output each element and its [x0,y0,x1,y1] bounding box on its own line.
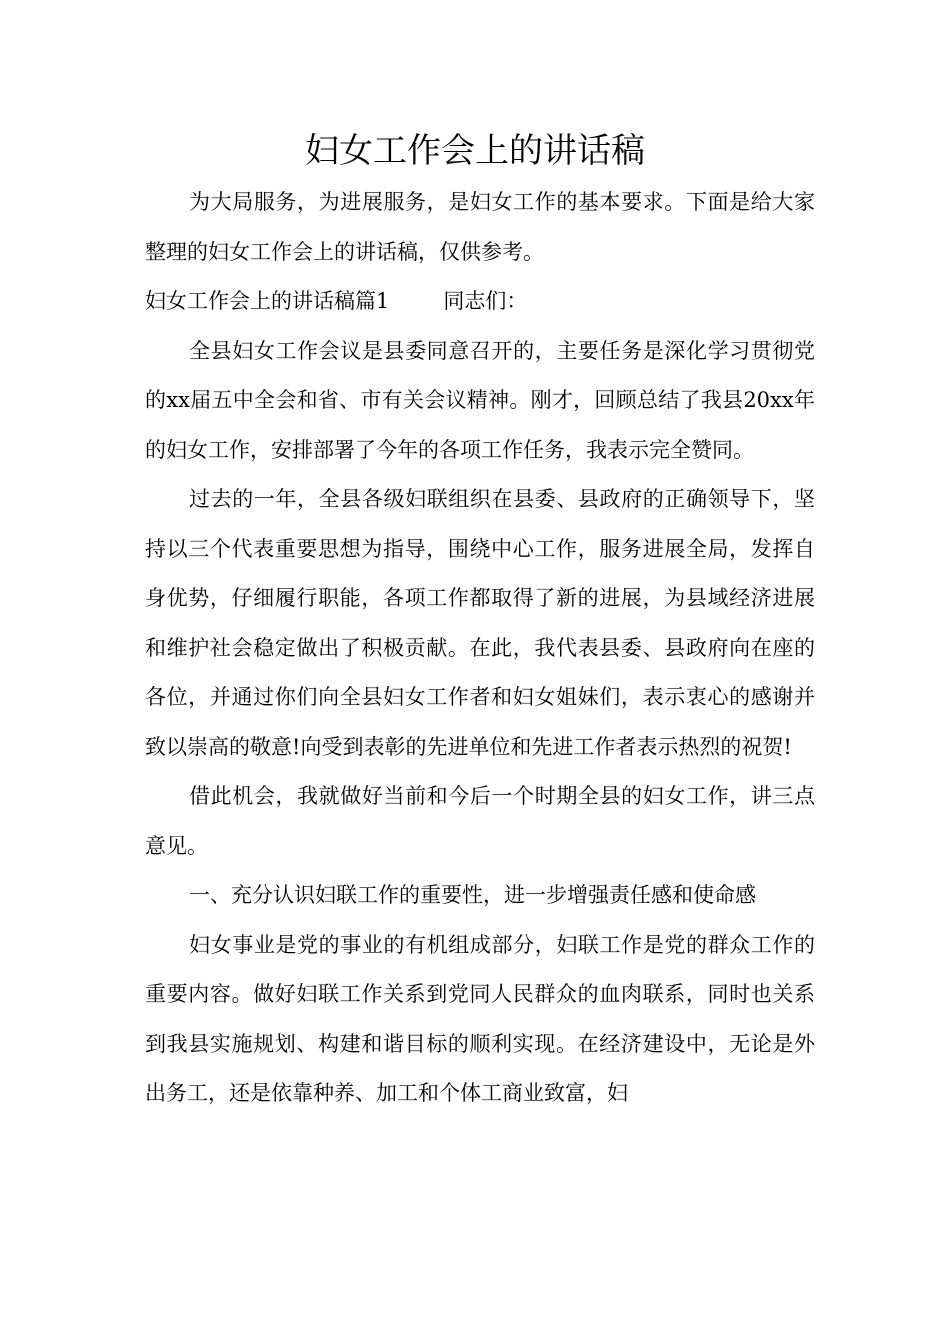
body-paragraph: 借此机会，我就做好当前和今后一个时期全县的妇女工作，讲三点意见。 [145,784,815,858]
body-paragraph: 过去的一年，全县各级妇联组织在县委、县政府的正确领导下，坚持以三个代表重要思想为指导，围绕中心工作，服务进展全局，发挥自身优势，仔细履行职能，各项工作都取得了新的进展，为县域经济进展和维护社会稳定做出了积极贡献。在此，我代表县委、县政府向在座的各位，并通过你们向全县妇女工作者和妇女姐妹们，表示衷心的感谢并致以崇高的敬意!向受到表彰的先进单位和先进工作者表示热烈的祝贺! [145,487,815,759]
section-heading-line [145,277,815,327]
body-paragraph: 妇女事业是党的事业的有机组成部分，妇联工作是党的群众工作的重要内容。做好妇联工作关系到党同人民群众的血肉联系，同时也关系到我县实施规划、构建和谐目标的顺利实现。在经济建设中，无论是外出务工，还是依靠种养、加工和个体工商业致富，妇 [145,932,815,1105]
body-paragraph: 全县妇女工作会议是县委同意召开的，主要任务是深化学习贯彻党的xx届五中全会和省、市有关会议精神。刚才，回顾总结了我县20xx年的妇女工作，安排部署了今年的各项工作任务，我表示完全赞同。 [145,338,815,462]
document-title: 妇女工作会上的讲话稿 [305,131,645,171]
salutation: 同志们： [443,289,528,313]
intro-paragraph: 为大局服务，为进展服务，是妇女工作的基本要求。下面是给大家整理的妇女工作会上的讲话稿，仅供参考。 [145,190,815,264]
point-heading: 一、充分认识妇联工作的重要性，进一步增强责任感和使命感 [189,883,756,907]
section-heading: 妇女工作会上的讲话稿篇1 [145,289,390,313]
document-body [145,178,815,1119]
